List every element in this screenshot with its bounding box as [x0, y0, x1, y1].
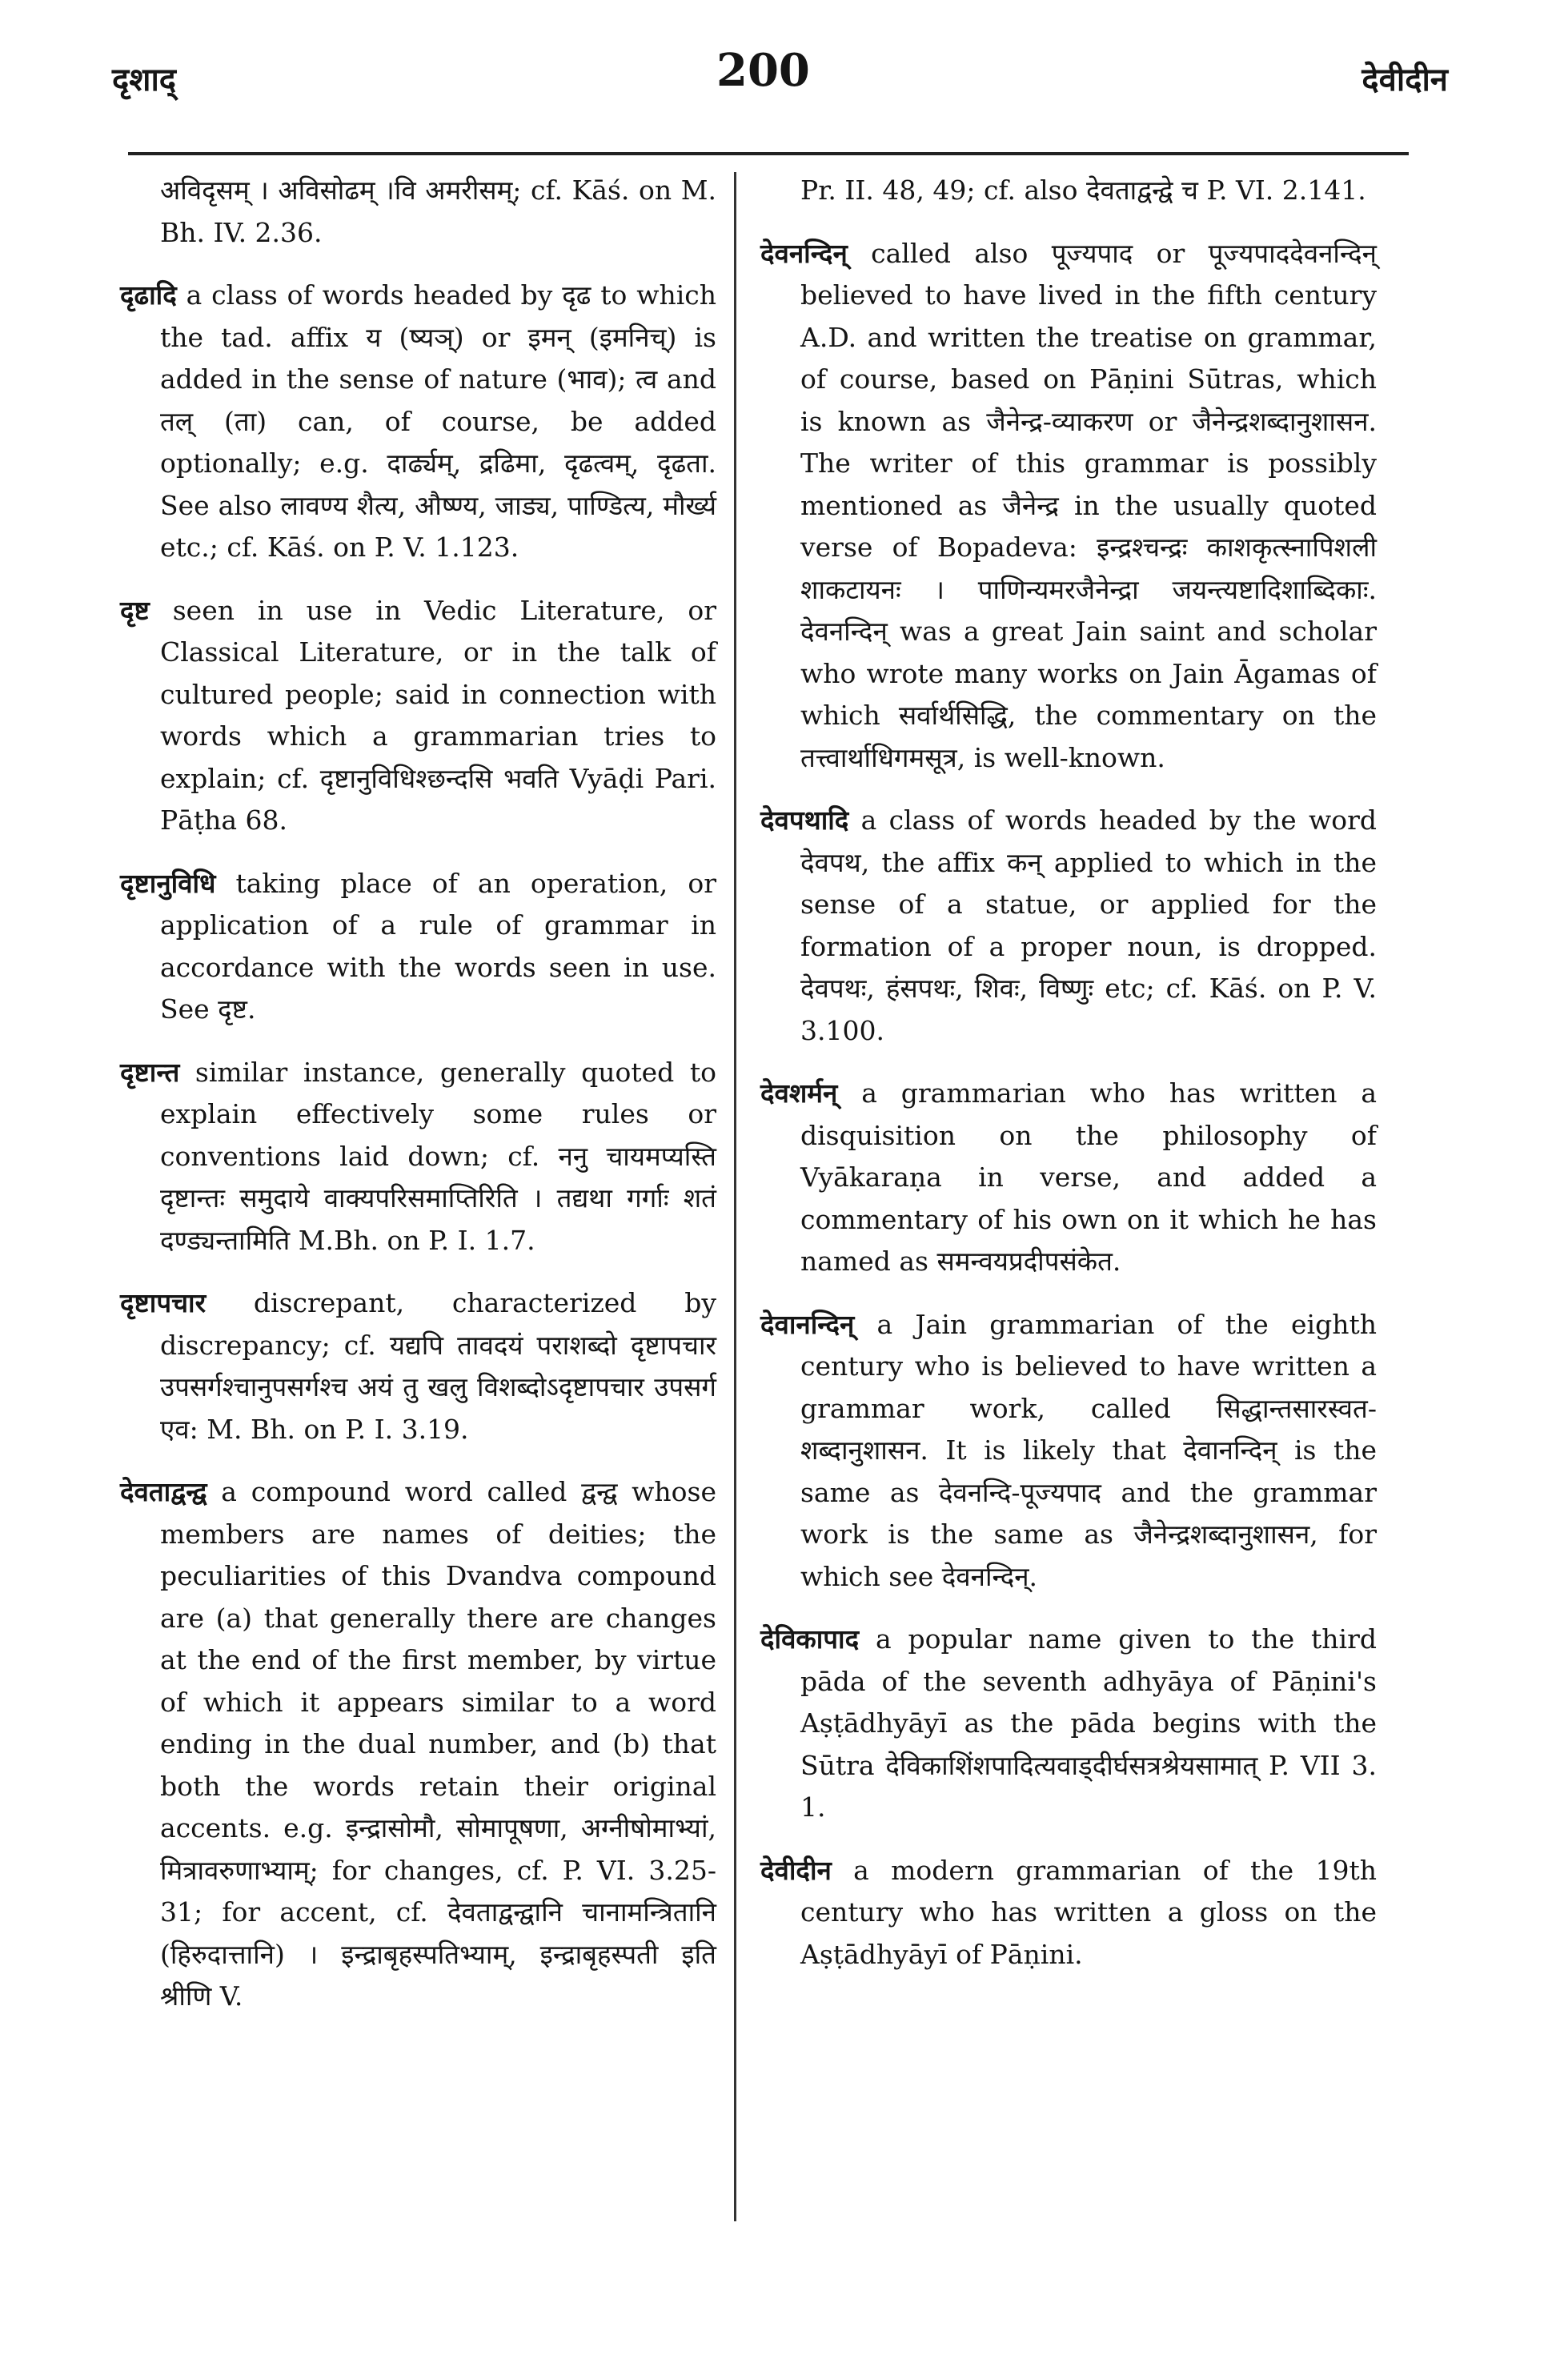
dictionary-entry [120, 1052, 716, 1262]
dictionary-entry [120, 1471, 716, 2018]
page-header [0, 0, 1568, 152]
entry-text: a class of words headed by दृढ to which the tad. affix य (ष्यञ्) or इमन् (इमनिच्) is added in the sense of nature (भाव); त्व and तल् (ता) can, of course, be added optionally; e.g. दार्ढ्यम्, द्रढिमा, दृढत्वम्, दृढता. See also लावण्य शैत्य, औष्ण्य, जाड्य, पाण्डित्य, मौर्ख्य etc.; cf. Kāś. on P. V. 1.123. [160, 279, 716, 563]
column-divider [734, 172, 736, 2221]
dictionary-entry [760, 1850, 1377, 1976]
left-column [120, 170, 716, 2039]
entry-text: a modern grammarian of the 19th century who has written a gloss on the Aṣṭādhyāyī of Pāṇini. [800, 1854, 1377, 1970]
entry-headword: देवीदीन [760, 1854, 832, 1886]
entry-text: seen in use in Vedic Literature, or Classical Literature, or in the talk of cultured people; said in connection with words which a grammarian tries to explain; cf. दृष्टानुविधिश्छन्दसि भवति Vyāḍi Pari. Pāṭha 68. [160, 594, 717, 836]
entry-text: a Jain grammarian of the eighth century who is believed to have written a grammar work, called सिद्धान्तसारस्वत-शब्दानुशासन. It is likely that देवानन्दिन् is the same as देवनन्दि-पूज्यपाद and the grammar work is the same as जैनेन्द्रशब्दानुशासन, for which see देवनन्दिन्. [800, 1308, 1377, 1592]
dictionary-entry [760, 170, 1377, 212]
entry-headword: दृष्टापचार [120, 1287, 207, 1318]
entry-headword: दृष्ट [120, 594, 150, 626]
entry-text: a compound word called द्वन्द्व whose members are names of deities; the peculiarities of this Dvandva compound are (a) that generally there are changes at the end of the first member, by virtue of which it appears similar to a word ending in the dual number, and (b) that both the words retain their original accents. e.g. इन्द्रासोमौ, सोमापूषणा, अग्नीषोमाभ्यां, मित्रावरुणाभ्याम्; for changes, cf. P. VI. 3.25-31; for accent, cf. देवताद्वन्द्वानि चानामन्त्रितानि (हिरुदात्तानि) । इन्द्राबृहस्पतिभ्याम्, इन्द्राबृहस्पती इति श्रीणि V. [160, 1476, 716, 2012]
entry-text: अविदृसम् । अविसोढम् ।वि अमरीसम्; cf. Kāś. on M. Bh. IV. 2.36. [160, 175, 716, 248]
dictionary-entry [760, 233, 1377, 780]
entry-text: Pr. II. 48, 49; cf. also देवताद्वन्द्वे च P. VI. 2.141. [800, 175, 1366, 206]
entry-text: a popular name given to the third pāda of the seventh adhyāya of Pāṇini's Aṣṭādhyāyī as the pāda begins with the Sūtra देविकाशिंशपादित्यवाड्दीर्घसत्रश्रेयसामात् P. VII 3. 1. [800, 1623, 1377, 1823]
entry-headword: देविकापाद [760, 1623, 860, 1655]
entry-text: discrepant, characterized by discrepancy; cf. यद्यपि तावदयं पराशब्दो दृष्टापचार उपसर्गश्चानुपसर्गश्च अयं तु खलु विशब्दोऽदृष्टापचार उपसर्ग एव: M. Bh. on P. I. 3.19. [160, 1287, 716, 1445]
entry-headword: दृष्टानुविधि [120, 867, 216, 899]
entry-headword: दृढादि [120, 279, 177, 311]
dictionary-entry [760, 1073, 1377, 1283]
dictionary-entry [120, 1282, 716, 1450]
dictionary-entry [120, 275, 716, 569]
dictionary-entry [120, 590, 716, 842]
dictionary-entry [760, 1619, 1377, 1829]
entry-headword: देवानन्दिन् [760, 1308, 855, 1340]
entry-text: a grammarian who has written a disquisition on the philosophy of Vyākaraṇa in verse, and added a commentary of his own on it which he has named as समन्वयप्रदीपसंकेत. [800, 1077, 1378, 1277]
dictionary-entry [120, 863, 716, 1031]
entry-headword: देवनन्दिन् [760, 237, 848, 269]
dictionary-entry [120, 170, 716, 254]
header-rule [128, 152, 1409, 155]
entry-text: taking place of an operation, or application of a rule of grammar in accordance with the words seen in use. See दृष्ट. [160, 867, 716, 1025]
dictionary-entry [760, 1304, 1377, 1599]
entry-text: similar instance, generally quoted to explain effectively some rules or conventions laid down; cf. ननु चायमप्यस्ति दृष्टान्तः समुदाये वाक्यपरिसमाप्तिरिति । तद्यथा गर्गाः शतं दण्ड्यन्तामिति M.Bh. on P. I. 1.7. [160, 1056, 716, 1256]
entry-text: a class of words headed by the word देवपथ, the affix कन् applied to which in the sense of a statue, or applied for the formation of a proper noun, is dropped. देवपथः, हंसपथः, शिवः, विष्णुः etc; cf. Kāś. on P. V. 3.100. [800, 804, 1377, 1046]
running-headword-left: दृशाद् [112, 61, 177, 98]
entry-headword: देवपथादि [760, 804, 849, 836]
running-headword-right: देवीदीन [1361, 61, 1448, 98]
page-number: 200 [716, 44, 810, 97]
entry-headword: दृष्टान्त [120, 1056, 180, 1088]
right-column [760, 170, 1377, 1996]
entry-headword: देवशर्मन् [760, 1077, 838, 1109]
entry-headword: देवताद्वन्द्व [120, 1476, 207, 1507]
entry-text: called also पूज्यपाद or पूज्यपाददेवनन्दिन् believed to have lived in the fifth century A.D. and written the treatise on grammar, of course, based on Pāṇini Sūtras, which is known as जैनेन्द्र-व्याकरण or जैनेन्द्रशब्दानुशासन. The writer of this grammar is possibly mentioned as जैनेन्द्र in the usually quoted verse of Bopadeva: इन्द्रश्चन्द्रः काशकृत्स्नापिशली शाकटायनः । पाणिन्यमरजैनेन्द्रा जयन्त्यष्टादिशाब्दिकाः. देवनन्दिन् was a great Jain saint and scholar who wrote many works on Jain Āgamas of which सर्वार्थसिद्धि, the commentary on the तत्त्वार्थाधिगमसूत्र, is well-known. [800, 237, 1377, 773]
dictionary-entry [760, 800, 1377, 1052]
